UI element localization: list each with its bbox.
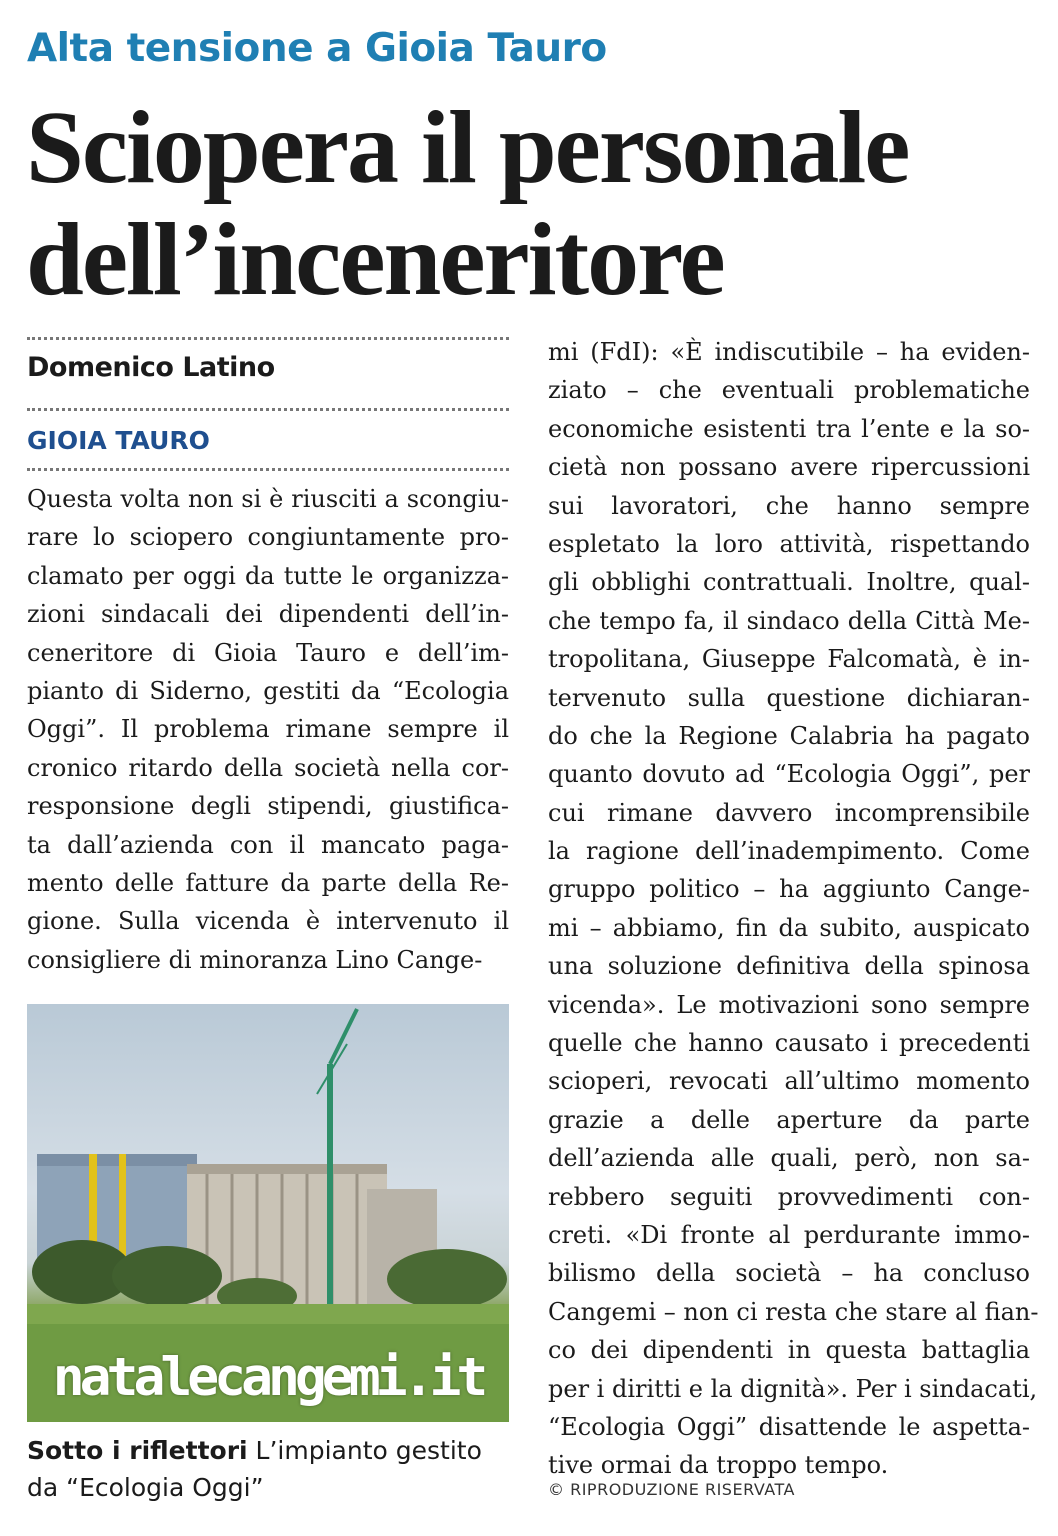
photo-watermark: natalecangemi.it bbox=[52, 1347, 484, 1408]
body-text-line: Cangemi – non ci resta che stare al fian- bbox=[548, 1297, 1039, 1326]
body-text-line: tervenuto sulla questione dichiaran- bbox=[548, 683, 1030, 712]
body-text-line: rebbero seguiti provvedimenti con- bbox=[548, 1182, 1030, 1211]
body-text-line: gli obblighi contrattuali. Inoltre, qual- bbox=[548, 568, 1030, 597]
body-text-line: creti. «Di fronte al perdurante immo- bbox=[548, 1220, 1030, 1249]
divider bbox=[27, 468, 509, 471]
body-text-line: tive ormai da troppo tempo. bbox=[548, 1451, 889, 1480]
article-body-left bbox=[27, 480, 509, 979]
body-text-line: mento delle fatture da parte della Re- bbox=[27, 868, 509, 897]
body-text-line: una soluzione definitiva della spinosa bbox=[548, 952, 1030, 981]
body-text-line: consigliere di minoranza Lino Cange- bbox=[27, 945, 483, 974]
body-text-line: mi (FdI): «È indiscutibile – ha eviden- bbox=[548, 338, 1030, 366]
body-text-line: responsione degli stipendi, giustifica- bbox=[27, 792, 509, 821]
body-text-line: quanto dovuto ad “Ecologia Oggi”, per bbox=[548, 760, 1030, 789]
body-text-line: ta dall’azienda con il mancato paga- bbox=[27, 830, 509, 859]
body-text-line: cronico ritardo della società nella cor- bbox=[27, 753, 509, 782]
body-text-line: economiche esistenti tra l’ente e la so- bbox=[548, 414, 1030, 443]
body-text-line: espletato la loro attività, rispettando bbox=[548, 529, 1030, 558]
body-text-line: mi – abbiamo, fin da subito, auspicato bbox=[548, 913, 1030, 942]
headline-line: Sciopera il personale bbox=[26, 90, 909, 205]
body-text-line: ceneritore di Gioia Tauro e dell’im- bbox=[27, 638, 509, 667]
body-text-line: gruppo politico – ha aggiunto Cange- bbox=[548, 875, 1030, 904]
body-text-line: co dei dipendenti in questa battaglia bbox=[548, 1336, 1030, 1365]
body-text-line: sui lavoratori, che hanno sempre bbox=[548, 491, 1030, 520]
body-text-line: rare lo sciopero congiuntamente pro- bbox=[27, 523, 509, 552]
body-text-line: cui rimane davvero incomprensibile bbox=[548, 798, 1030, 827]
dateline-location: GIOIA TAURO bbox=[27, 426, 210, 455]
body-text-line: Questa volta non si è riusciti a scongiu- bbox=[27, 485, 509, 513]
body-text-line: che tempo fa, il sindaco della Città Me- bbox=[548, 606, 1030, 635]
body-text-line: Oggi”. Il problema rimane sempre il bbox=[27, 715, 509, 744]
body-text-line: dell’azienda alle quali, però, non sa- bbox=[548, 1144, 1030, 1173]
photo-caption bbox=[27, 1432, 509, 1506]
article-body-right bbox=[548, 333, 1039, 1485]
body-text-line: grazie a delle aperture da parte bbox=[548, 1105, 1030, 1134]
body-text-line: do che la Regione Calabria ha pagato bbox=[548, 721, 1030, 750]
body-text-line: pianto di Siderno, gestiti da “Ecologia bbox=[27, 676, 509, 705]
headline-line: dell’inceneritore bbox=[26, 202, 724, 317]
caption-title: Sotto i riflettori bbox=[27, 1436, 248, 1465]
article-kicker: Alta tensione a Gioia Tauro bbox=[27, 26, 607, 71]
divider bbox=[27, 408, 509, 411]
body-text-line: “Ecologia Oggi” disattende le aspetta- bbox=[548, 1412, 1030, 1441]
body-text-line: tropolitana, Giuseppe Falcomatà, è in- bbox=[548, 645, 1030, 674]
byline-author: Domenico Latino bbox=[27, 352, 275, 383]
body-text-line: bilismo della società – ha concluso bbox=[548, 1259, 1030, 1288]
body-text-line: gione. Sulla vicenda è intervenuto il bbox=[27, 907, 509, 936]
divider bbox=[27, 337, 509, 340]
caption-text: L’impianto gestito da “Ecologia Oggi” bbox=[27, 1436, 482, 1502]
body-text-line: cietà non possano avere ripercussioni bbox=[548, 453, 1030, 482]
body-text-line: vicenda». Le motivazioni sono sempre bbox=[548, 990, 1030, 1019]
article-photo bbox=[27, 1004, 509, 1422]
body-text-line: per i diritti e la dignità». Per i sindacati, bbox=[548, 1374, 1038, 1403]
body-text-line: ziato – che eventuali problematiche bbox=[548, 376, 1030, 405]
body-text-line: zioni sindacali dei dipendenti dell’in- bbox=[27, 600, 509, 629]
body-text-line: quelle che hanno causato i precedenti bbox=[548, 1029, 1030, 1058]
article-headline bbox=[26, 92, 1036, 316]
copyright-notice: © RIPRODUZIONE RISERVATA bbox=[548, 1480, 795, 1499]
body-text-line: clamato per oggi da tutte le organizza- bbox=[27, 561, 509, 590]
body-text-line: la ragione dell’inadempimento. Come bbox=[548, 837, 1030, 866]
body-text-line: scioperi, revocati all’ultimo momento bbox=[548, 1067, 1030, 1096]
